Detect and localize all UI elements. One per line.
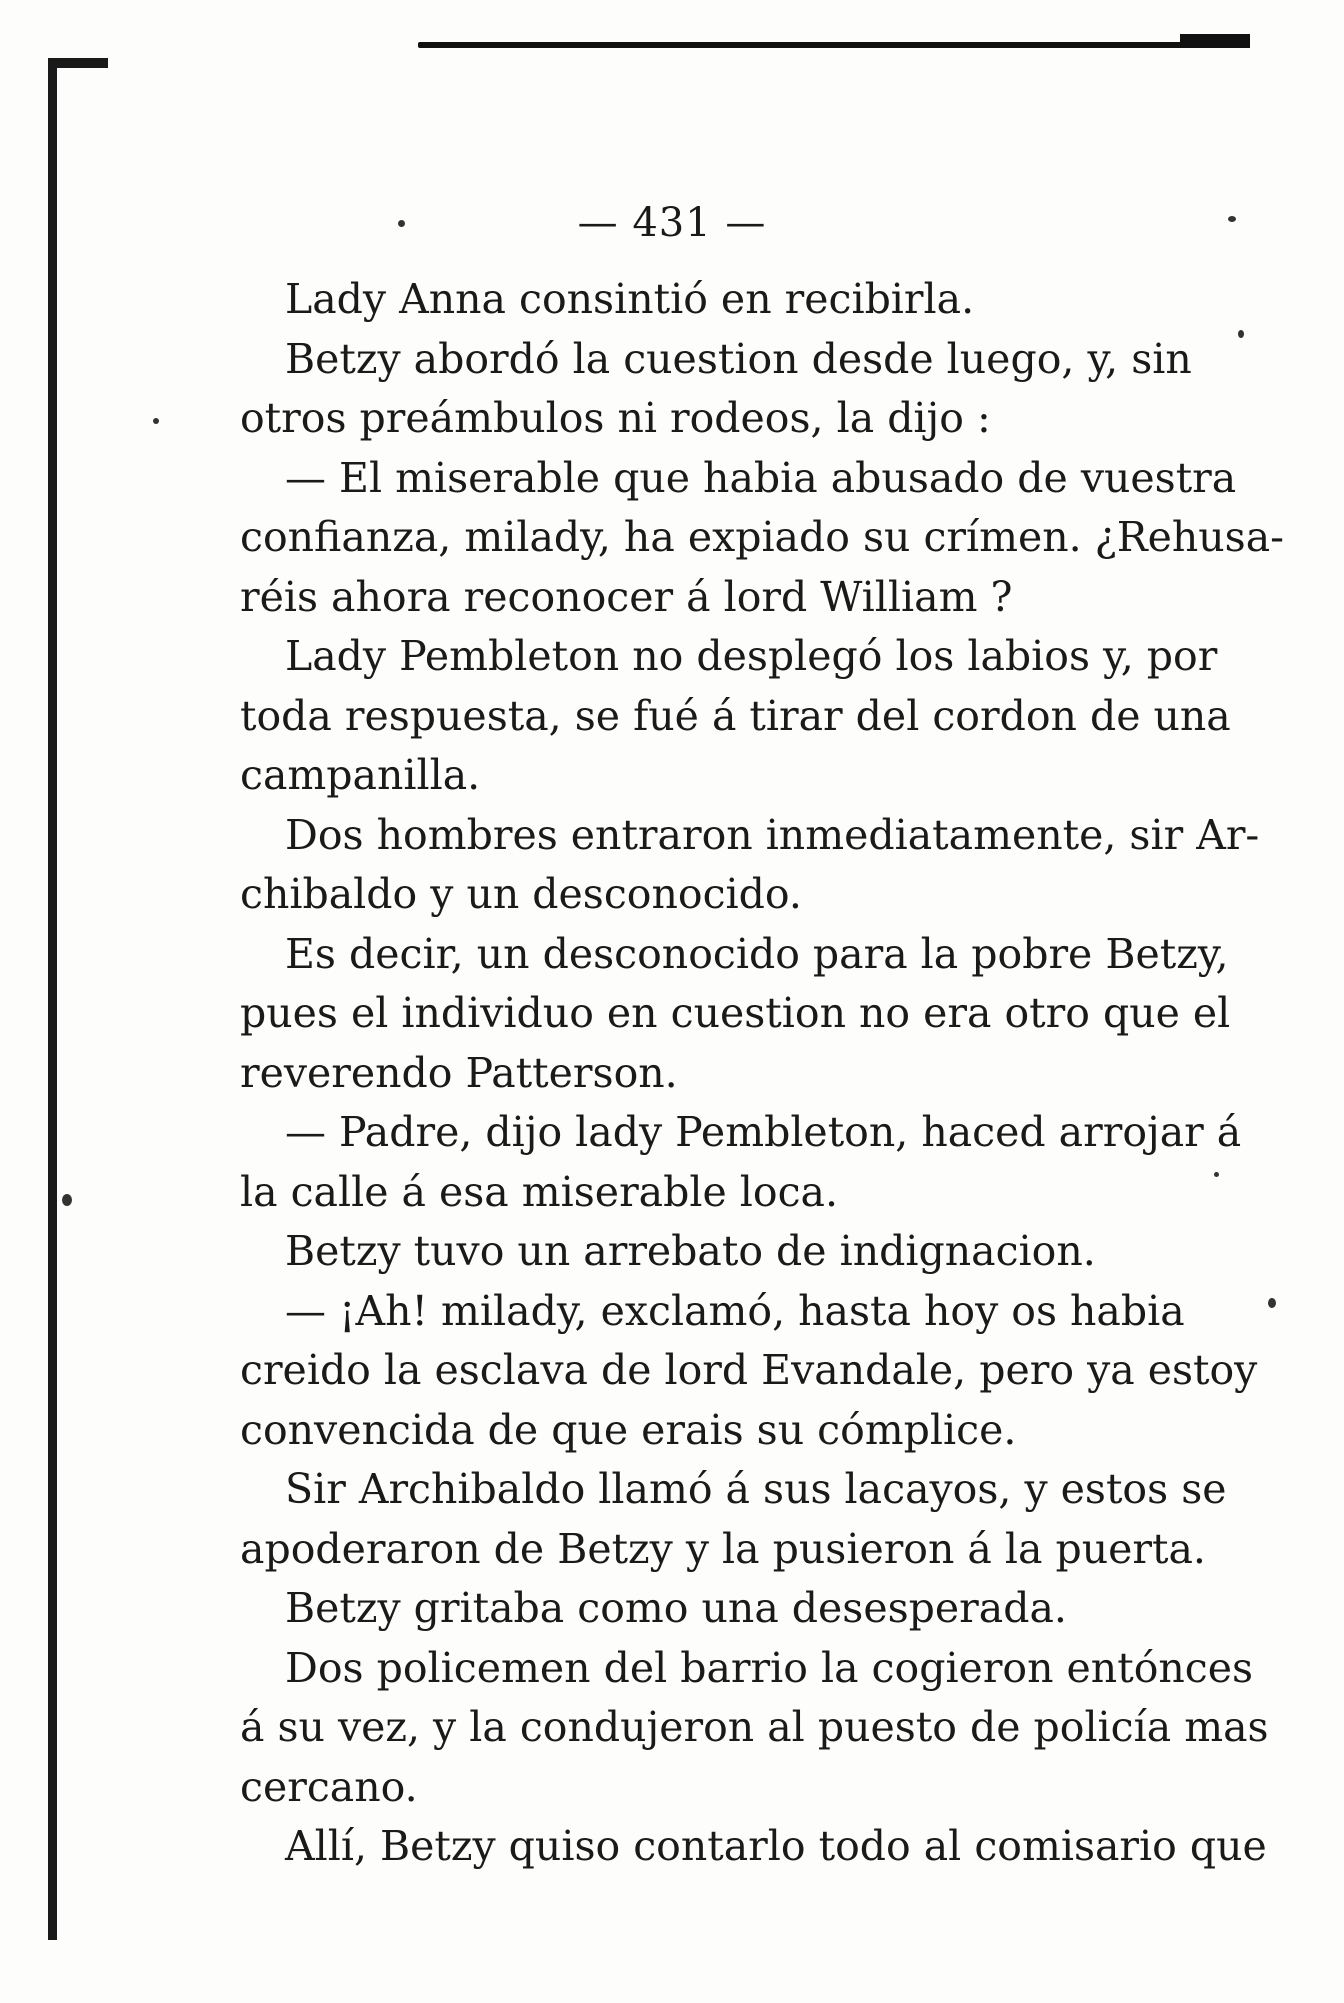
text-line: Sir Archibaldo llamó á sus lacayos, y estos se (285, 1465, 1227, 1513)
text-line: — El miserable que habia abusado de vuestra (285, 453, 1237, 502)
text-line: — ¡Ah! milady, exclamó, hasta hoy os habia (285, 1286, 1185, 1335)
text-line: apoderaron de Betzy y la pusieron á la puerta. (240, 1524, 1206, 1573)
text-line: cercano. (240, 1762, 418, 1811)
text-line: creido la esclava de lord Evandale, pero ya estoy (240, 1346, 1258, 1394)
body-text (240, 270, 1284, 1877)
text-line: campanilla. (240, 751, 481, 799)
text-line: Betzy gritaba como una desesperada. (285, 1584, 1067, 1632)
text-line: pues el individuo en cuestion no era otro que el (240, 989, 1231, 1037)
text-line: Allí, Betzy quiso contarlo todo al comisario que (285, 1822, 1267, 1870)
text-line: toda respuesta, se fué á tirar del cordon de una (240, 691, 1231, 740)
text-line: Lady Pembleton no desplegó los labios y, por (285, 632, 1218, 680)
text-line: réis ahora reconocer á lord William ? (240, 572, 1013, 621)
scan-speck (1268, 1298, 1276, 1308)
text-line: la calle á esa miserable loca. (240, 1167, 839, 1216)
text-line: Dos hombres entraron inmediatamente, sir Ar- (285, 810, 1260, 859)
text-line: Dos policemen del barrio la cogieron entónces (285, 1643, 1254, 1692)
text-line: confianza, milady, ha expiado su crímen. ¿Rehusa- (240, 513, 1284, 561)
text-line: Betzy tuvo un arrebato de indignacion. (285, 1227, 1096, 1275)
scan-speck (1214, 1172, 1219, 1177)
page-number-header: — 431 — (577, 200, 767, 246)
text-line: — Padre, dijo lady Pembleton, haced arrojar á (285, 1108, 1242, 1156)
text-line: Es decir, un desconocido para la pobre Betzy, (285, 929, 1229, 978)
top-rule (418, 42, 1248, 48)
text-line: reverendo Patterson. (240, 1048, 678, 1097)
scan-speck (153, 418, 159, 424)
text-line: Lady Anna consintió en recibirla. (285, 275, 975, 323)
scan-speck (1238, 330, 1244, 338)
left-binding-edge (48, 60, 57, 1940)
text-line: convencida de que erais su cómplice. (240, 1405, 1017, 1454)
top-rule-end (1180, 34, 1250, 48)
scan-speck (62, 1194, 72, 1206)
text-line: Betzy abordó la cuestion desde luego, y, sin (285, 334, 1192, 383)
text-line: á su vez, y la condujeron al puesto de policía mas (240, 1703, 1269, 1751)
text-line: chibaldo y un desconocido. (240, 870, 802, 918)
text-line: otros preámbulos ni rodeos, la dijo : (240, 394, 991, 442)
left-edge-corner (48, 58, 108, 68)
